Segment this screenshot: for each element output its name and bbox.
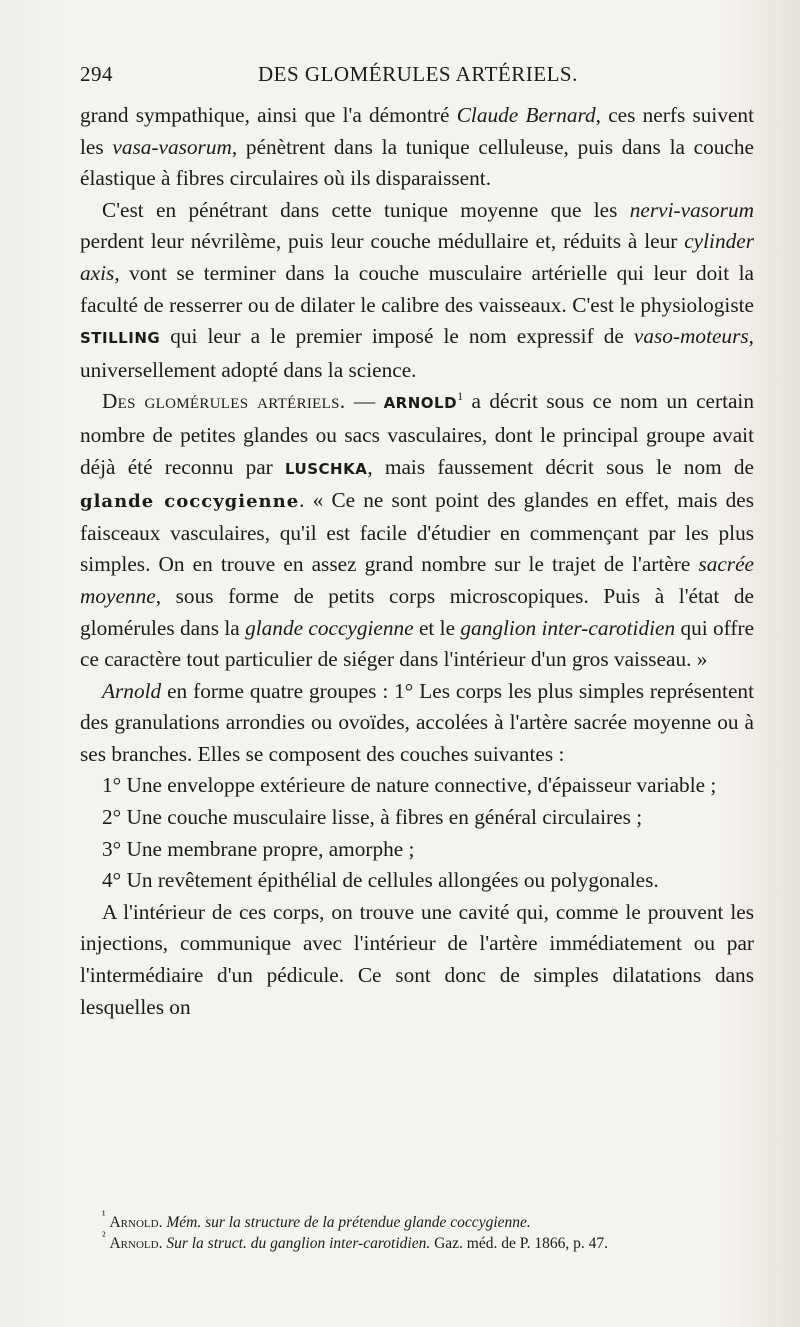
page-header (80, 62, 754, 94)
author-name: STILLING (80, 329, 161, 348)
term-italic: ganglion inter-carotidien (460, 615, 676, 640)
bold-term: glande coccygienne (80, 491, 300, 513)
name-italic: Claude Bernard (456, 103, 596, 127)
paragraph-2: C'est en pénétrant dans cette tunique moyenne que les nervi-vasorum perdent leur névrilème, puis leur couche médullaire et, réduits à leur cylinder axis, vont se terminer dans la couche musculaire artérielle qui leur doit la faculté de resserrer ou de dilater le calibre des vaisseaux. C'est le physiologiste STILLING qui leur a le premier imposé le nom expressif de vaso-moteurs, universellement adopté dans la science. (80, 197, 754, 382)
section-heading: Des glomérules artériels. (102, 389, 346, 414)
term-italic: vasa-vasorum (112, 134, 232, 159)
list-item: 2° Une couche musculaire lisse, à fibres en général circulaires ; (102, 805, 643, 830)
term-italic: vaso-moteurs (633, 324, 749, 349)
term-italic: nervi-vasorum (629, 197, 754, 222)
main-text (80, 100, 754, 1023)
paragraph-1: grand sympathique, ainsi que l'a démontré Claude Bernard, ces nerfs suivent les vasa-vasorum, pénètrent dans la tunique celluleuse, puis dans la couche élastique à fibres circulaires où ils disparaissent. (80, 103, 754, 191)
term-italic: glande coccygienne (245, 615, 414, 640)
footnote-author: Arnold. (109, 1235, 163, 1252)
name-italic: Arnold (102, 678, 162, 703)
paragraph-4: Arnold en forme quatre groupes : 1° Les corps les plus simples représentent des granulations arrondies ou ovoïdes, accolées à l'artère sacrée moyenne ou à ses branches. Elles se composent des couches suivantes : (80, 678, 754, 766)
running-title: DES GLOMÉRULES ARTÉRIELS. (258, 62, 578, 86)
term-italic: cylinder axis (80, 229, 754, 285)
paragraph-5: A l'intérieur de ces corps, on trouve une cavité qui, comme le prouvent les injections, communique avec l'intérieur de l'artère immédiatement ou par l'intermédiaire d'un pédicule. Ce sont donc de simples dilatations dans lesquelles on (80, 899, 754, 1019)
list-item: 3° Une membrane propre, amorphe ; (102, 836, 415, 861)
paragraph-3: Des glomérules artériels. — ARNOLD$^1$ a décrit sous ce nom un certain nombre de petites glandes ou sacs vasculaires, dont le principal groupe avait déjà été reconnu par LUSCHKA, mais faussement décrit sous le nom de glande coccygienne. « Ce ne sont point des glandes en effet, mais des faisceaux vasculaires, qu'il est facile d'étudier en commençant par les plus simples. On en trouve en assez grand nombre sur le trajet de l'artère sacrée moyenne, sous forme de petits corps microscopiques. Puis à l'état de glomérules dans la glande coccygienne et le ganglion inter-carotidien qui offre ce caractère tout particulier de siéger dans l'intérieur d'un gros vaisseau. » (80, 389, 755, 672)
footnote-2: $^{^2}$ Arnold. Sur la struct. du ganglion inter-carotidien. Gaz. méd. de P. 1866, p. 47. (102, 1229, 609, 1252)
footnote-ref: 1 (457, 389, 464, 404)
footnote-author: Arnold. (109, 1214, 163, 1231)
list-item: 4° Un revêtement épithélial de cellules allongées ou polygonales. (102, 868, 659, 893)
author-name: LUSCHKA (285, 459, 368, 478)
footnote-title: Sur la struct. du ganglion inter-carotidien. (166, 1235, 431, 1252)
term-italic: sacrée moyenne (80, 552, 754, 608)
author-name: ARNOLD (383, 394, 458, 413)
page-number: 294 (80, 62, 113, 86)
footnote-1: $^{^1}$ Arnold. Mém. sur la structure de la prétendue glande coccygienne. (102, 1208, 531, 1231)
footnotes (80, 1208, 754, 1254)
footnote-title: Mém. sur la structure de la prétendue glande coccygienne. (166, 1214, 531, 1231)
list-item: 1° Une enveloppe extérieure de nature connective, d'épaisseur variable ; (102, 773, 717, 798)
